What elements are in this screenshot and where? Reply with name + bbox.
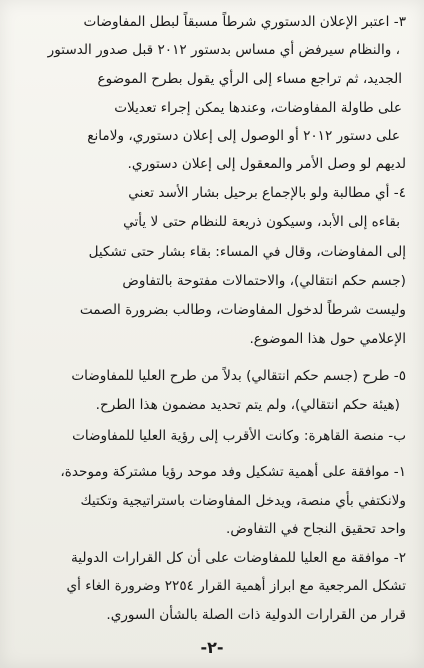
paragraph-4-line-2: ولانكتفي بأي منصة، ويدخل المفاوضات باستراتيجية وتكتيك (80, 493, 406, 509)
paragraph-1-line-6: لديهم لو وصل الأمر والمعقول إلى إعلان دستوري. (127, 156, 406, 172)
paragraph-2-line-2: بقاءه إلى الأبد، وسيكون ذريعة للنظام حتى لا يأتي (123, 214, 400, 230)
page-number: -٢- (200, 638, 224, 657)
paragraph-2-line-1: ٤- أي مطالبة ولو بالإجماع برحيل بشار الأسد تعني (128, 185, 406, 201)
paragraph-4-line-1: ١- موافقة على أهمية تشكيل وفد موحد رؤيا مشتركة وموحدة، (60, 464, 406, 480)
section-b-heading: ب- منصة القاهرة: وكانت الأقرب إلى رؤية العليا للمفاوضات (72, 428, 406, 444)
paragraph-2-line-4: (جسم حكم انتقالي)، والاحتمالات مفتوحة بالتفاوض (122, 273, 406, 289)
paragraph-1-line-2: ، والنظام سيرفض أي مساس بدستور ٢٠١٢ قبل صدور الدستور (47, 42, 400, 58)
paragraph-5-line-2: تشكل المرجعية مع ابراز أهمية القرار ٢٢٥٤ وضرورة الغاء أي (66, 578, 406, 594)
paragraph-5-line-3: قرار من القرارات الدولية ذات الصلة بالشأن السوري. (106, 607, 406, 623)
paragraph-2-line-5: وليست شرطاً لدخول المفاوضات، وطالب بضرورة الصمت (79, 302, 406, 318)
paragraph-1-line-5: على دستور ٢٠١٢ أو الوصول إلى إعلان دستوري، ولامانع (87, 128, 400, 144)
paragraph-2-line-6: الإعلامي حول هذا الموضوع. (249, 331, 406, 347)
paragraph-3-line-2: (هيئة حكم انتقالي)، ولم يتم تحديد مضمون هذا الطرح. (95, 397, 400, 413)
paragraph-1-line-1: ٣- اعتبر الإعلان الدستوري شرطاً مسبقاً لبطل المفاوضات (83, 14, 406, 30)
paragraph-1-line-3: الجديد، ثم تراجع مساء إلى الرأي يقول بطرح الموضوع (97, 71, 402, 87)
paragraph-3-line-1: ٥- طرح (جسم حكم انتقالي) بدلاً من طرح العليا للمفاوضات (71, 368, 406, 384)
paragraph-1-line-4: على طاولة المفاوضات، وعندها يمكن إجراء تعديلات (114, 100, 402, 116)
paragraph-2-line-3: إلى المفاوضات، وقال في المساء: بقاء بشار حتى تشكيل (88, 244, 406, 260)
paragraph-4-line-3: واحد تحقيق النجاح في التفاوض. (226, 521, 406, 537)
paragraph-5-line-1: ٢- موافقة مع العليا للمفاوضات على أن كل القرارات الدولية (71, 550, 406, 566)
